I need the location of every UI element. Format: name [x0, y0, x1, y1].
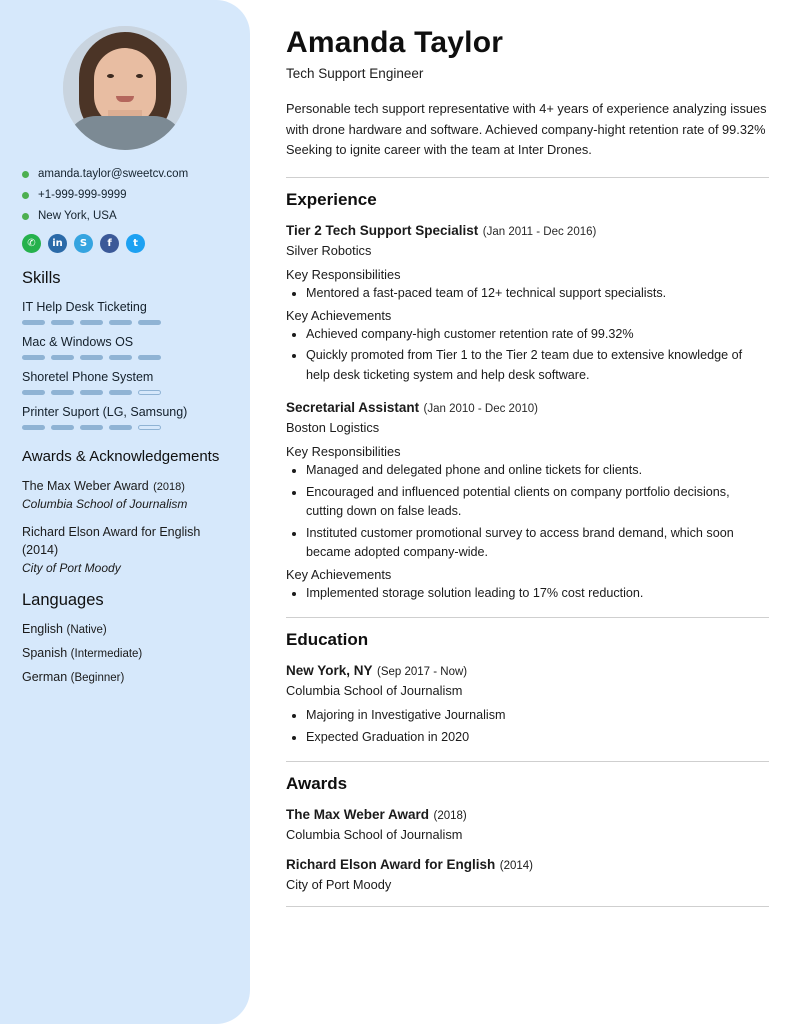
language-name: English	[22, 622, 63, 636]
bullet-item: • Quickly promoted from Tier 1 to the Tier 2 team due to extensive knowledge of help desk ticketing system and help desk software.	[306, 346, 769, 385]
award-year: (2018)	[153, 481, 185, 493]
block-label: Key Achievements	[286, 307, 392, 323]
contact-email[interactable]	[22, 168, 234, 180]
language-level: (Native)	[66, 624, 107, 636]
bullet-item: • Implemented storage solution leading to 17% cost reduction.	[306, 584, 769, 604]
skill-name: Mac & Windows OS	[22, 335, 134, 349]
summary-paragraph: Personable tech support representative with 4+ years of experience analyzing issues with drone hardware and software. Achieved company-hight retention rate of 99.32% Seeking to ignite career with the team at Inter Drones.	[286, 101, 767, 158]
languages-heading: Languages	[22, 591, 104, 609]
avatar-wrap	[16, 26, 234, 150]
job-title: Secretarial Assistant	[286, 400, 420, 416]
twitter-icon[interactable]: t	[126, 234, 145, 253]
award-title: The Max Weber Award	[286, 807, 430, 823]
award-subtitle: City of Port Moody	[286, 877, 392, 893]
divider	[286, 761, 769, 762]
whatsapp-icon[interactable]: ✆	[22, 234, 41, 253]
skill-level	[22, 390, 234, 395]
divider	[286, 906, 769, 907]
sidebar-awards-heading: Awards & Acknowledgements	[22, 448, 220, 465]
education-school: Columbia School of Journalism	[286, 683, 463, 699]
job-dates: (Jan 2011 - Dec 2016)	[482, 226, 597, 239]
contact-phone-text: +1-999-999-9999	[38, 189, 127, 201]
section-title-awards: Awards	[286, 774, 348, 794]
education-entry	[286, 662, 769, 747]
skill-item	[22, 370, 234, 395]
education-title: New York, NY	[286, 663, 373, 679]
skill-name: Shoretel Phone System	[22, 370, 154, 384]
bullet-dot-icon	[22, 192, 29, 199]
sidebar-award-item	[22, 523, 234, 575]
skill-level	[22, 425, 234, 430]
language-item	[22, 670, 234, 684]
language-item	[22, 646, 234, 660]
section-title-experience: Experience	[286, 190, 377, 210]
award-subtitle: Columbia School of Journalism	[22, 497, 188, 511]
sidebar-award-item	[22, 477, 234, 511]
job-title: Tier 2 Tech Support Specialist	[286, 223, 479, 239]
contact-phone[interactable]	[22, 189, 234, 201]
contact-location	[22, 210, 234, 222]
language-name: Spanish	[22, 646, 68, 660]
bullet-dot-icon	[22, 213, 29, 220]
bullet-item: • Majoring in Investigative Journalism	[306, 706, 769, 726]
skill-level	[22, 320, 234, 325]
main-content	[250, 0, 787, 1024]
award-entry	[286, 806, 769, 842]
award-title: Richard Elson Award for English	[286, 857, 496, 873]
page-title: Amanda Taylor	[286, 26, 504, 59]
job-role-subtitle: Tech Support Engineer	[286, 66, 424, 81]
bullet-dot-icon	[22, 171, 29, 178]
sidebar	[0, 0, 250, 1024]
award-year: (2014)	[499, 860, 533, 873]
bullet-list	[286, 461, 769, 563]
bullet-item: • Mentored a fast-paced team of 12+ technical support specialists.	[306, 284, 769, 304]
experience-entry	[286, 222, 769, 385]
award-title: The Max Weber Award	[22, 479, 149, 493]
bullet-item: • Managed and delegated phone and online tickets for clients.	[306, 461, 769, 481]
block-label: Key Responsibilities	[286, 267, 401, 283]
skill-name: Printer Suport (LG, Samsung)	[22, 405, 188, 419]
award-year: (2018)	[433, 810, 467, 823]
social-links	[22, 234, 234, 253]
bullet-item: • Achieved company-high customer retention rate of 99.32%	[306, 325, 769, 345]
education-dates: (Sep 2017 - Now)	[376, 666, 468, 679]
contact-email-text: amanda.taylor@sweetcv.com	[38, 168, 189, 180]
language-level: (Beginner)	[70, 672, 125, 684]
divider	[286, 177, 769, 178]
skill-name: IT Help Desk Ticketing	[22, 300, 147, 314]
experience-entry	[286, 399, 769, 603]
bullet-item: • Expected Graduation in 2020	[306, 728, 769, 748]
award-entry	[286, 856, 769, 892]
linkedin-icon[interactable]: in	[48, 234, 67, 253]
bullet-list	[286, 325, 769, 386]
bullet-list	[286, 706, 769, 747]
contact-location-text: New York, USA	[38, 210, 117, 222]
language-item	[22, 622, 234, 636]
block-label: Key Responsibilities	[286, 444, 401, 460]
skills-heading: Skills	[22, 269, 61, 287]
skill-level	[22, 355, 234, 360]
skill-item	[22, 405, 234, 430]
divider	[286, 617, 769, 618]
bullet-list	[286, 584, 769, 604]
skill-item	[22, 335, 234, 360]
bullet-item: • Encouraged and influenced potential clients on company portfolio decisions, cutting down on false leads.	[306, 483, 769, 522]
avatar	[63, 26, 187, 150]
language-level: (Intermediate)	[70, 648, 143, 660]
bullet-list	[286, 284, 769, 304]
skill-item	[22, 300, 234, 325]
bullet-item: • Instituted customer promotional survey to access brand demand, which soon became adopted company-wide.	[306, 524, 769, 563]
skype-icon[interactable]: S	[74, 234, 93, 253]
award-title: Richard Elson Award for English (2014)	[22, 525, 201, 557]
job-dates: (Jan 2010 - Dec 2010)	[423, 403, 538, 416]
contact-list	[22, 168, 234, 222]
block-label: Key Achievements	[286, 566, 392, 582]
facebook-icon[interactable]: f	[100, 234, 119, 253]
section-title-education: Education	[286, 630, 369, 650]
award-subtitle: City of Port Moody	[22, 561, 121, 575]
award-subtitle: Columbia School of Journalism	[286, 827, 463, 843]
job-company: Boston Logistics	[286, 420, 380, 436]
job-company: Silver Robotics	[286, 243, 372, 259]
language-name: German	[22, 670, 68, 684]
